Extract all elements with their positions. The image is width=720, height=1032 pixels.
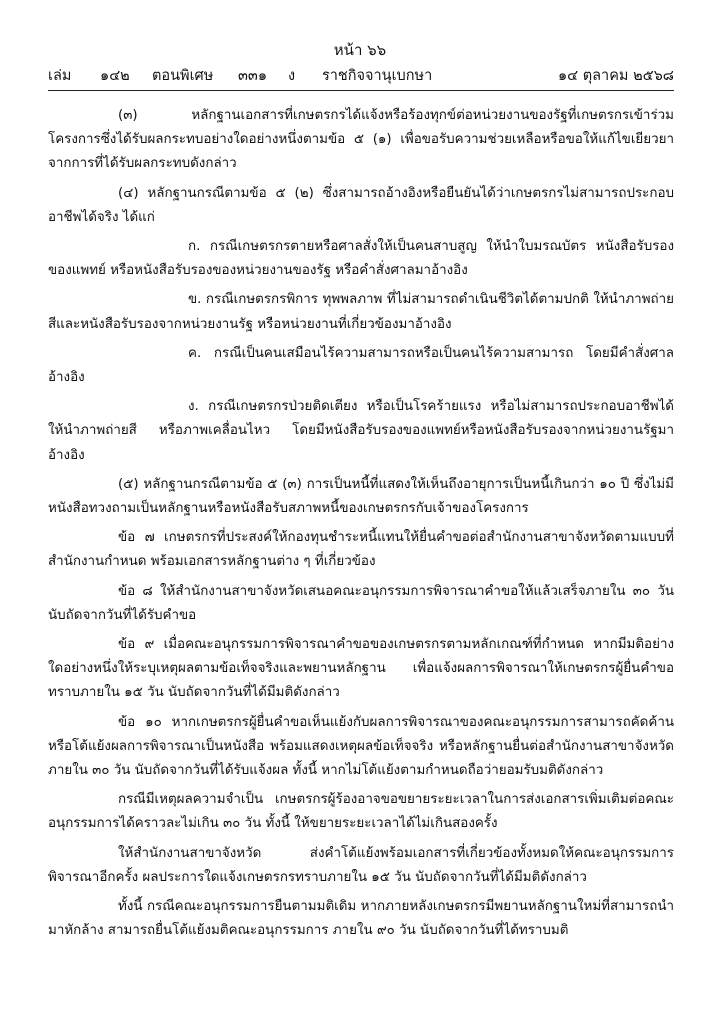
clause-10-appeal: ทั้งนี้ กรณีคณะอนุกรรมการยืนตามมติเดิม หากภายหลังเกษตรกรมีพยานหลักฐานใหม่ที่สามารถนำมาหักล้าง สามารถยื่นโต้แย้งมติคณะอนุกรรมการ ภายใน ๙๐ วัน นับถัดจากวันที่ได้ทราบมติ [48, 899, 674, 939]
paragraph-sub-d: ง. กรณีเกษตรกรป่วยติดเตียง หรือเป็นโรคร้ายแรง หรือไม่สามารถประกอบอาชีพได้ให้นำภาพถ่ายสี หรือภาพเคลื่อนไหว โดยมีหนังสือรับรองของแพทย์หรือหนังสือรับรองจากหน่วยงานรัฐมาอ้างอิง [48, 399, 674, 463]
paragraph-item-4: (๔) หลักฐานกรณีตามข้อ ๕ (๒) ซึ่งสามารถอ้างอิงหรือยืนยันได้ว่าเกษตรกรไม่สามารถประกอบอาชีพได้จริง ได้แก่ [48, 185, 674, 225]
paragraph-sub-c: ค. กรณีเป็นคนเสมือนไร้ความสามารถหรือเป็นคนไร้ความสามารถ โดยมีคำสั่งศาลอ้างอิง [48, 345, 674, 386]
clause-10-extension: กรณีมีเหตุผลความจำเป็น เกษตรกรผู้ร้องอาจขอขยายระยะเวลาในการส่งเอกสารเพิ่มเติมต่อคณะอนุกรรมการได้คราวละไม่เกิน ๓๐ วัน ทั้งนี้ ให้ขยายระยะเวลาได้ไม่เกินสองครั้ง [48, 792, 674, 832]
issue-letter: ง [288, 68, 296, 84]
issue-number: ๓๓๑ [238, 68, 268, 84]
paragraph-sub-b: ข. กรณีเกษตรกรพิการ ทุพพลภาพ ที่ไม่สามารถดำเนินชีวิตได้ตามปกติ ให้นำภาพถ่ายสีและหนังสือรับรองจากหน่วยงานรัฐ หรือหน่วยงานที่เกี่ยวข้องมาอ้างอิง [48, 292, 674, 332]
volume-label: เล่ม [48, 68, 72, 84]
section-label: ตอนพิเศษ [152, 68, 214, 84]
clause-9: ข้อ ๙ เมื่อคณะอนุกรรมการพิจารณาคำขอของเกษตรกรตามหลักเกณฑ์ที่กำหนด หากมีมติอย่างใดอย่างหนึ่งให้ระบุเหตุผลตามข้อเท็จจริงและพยานหลักฐาน เพื่อแจ้งผลการพิจารณาให้เกษตรกรผู้ยื่นคำขอทราบภายใน ๑๕ วัน นับถัดจากวันที่ได้มีมติดังกล่าว [48, 637, 674, 701]
page-number: หน้า ๖๖ [333, 41, 387, 59]
clause-8: ข้อ ๘ ให้สำนักงานสาขาจังหวัดเสนอคณะอนุกรรมการพิจารณาคำขอให้แล้วเสร็จภายใน ๓๐ วัน นับถัดจากวันที่ได้รับคำขอ [48, 583, 674, 623]
gazette-title: ราชกิจจานุเบกษา [322, 68, 433, 84]
clause-7: ข้อ ๗ เกษตรกรที่ประสงค์ให้กองทุนชำระหนี้แทนให้ยื่นคำขอต่อสำนักงานสาขาจังหวัดตามแบบที่สำนักงานกำหนด พร้อมเอกสารหลักฐานต่าง ๆ ที่เกี่ยวข้อง [48, 530, 674, 570]
paragraph-item-5: (๕) หลักฐานกรณีตามข้อ ๕ (๓) การเป็นหนี้ที่แสดงให้เห็นถึงอายุการเป็นหนี้เกินกว่า ๑๐ ปี ซึ่งไม่มีหนังสือทวงถามเป็นหลักฐานหรือหนังสือรับสภาพหนี้ของเกษตรกรกับเจ้าของโครงการ [48, 476, 674, 517]
publication-date: ๑๔ ตุลาคม ๒๕๖๘ [557, 68, 674, 84]
paragraph-item-3: (๓) หลักฐานเอกสารที่เกษตรกรได้แจ้งหรือร้องทุกข์ต่อหน่วยงานของรัฐที่เกษตรกรเข้าร่วมโครงการซึ่งได้รับผลกระทบอย่างใดอย่างหนึ่งตามข้อ ๕ (๑) เพื่อขอรับความช่วยเหลือหรือขอให้แก้ไขเยียวยาจากการที่ได้รับผลกระทบดังกล่าว [48, 108, 674, 172]
clause-10-resubmission: ให้สำนักงานสาขาจังหวัด ส่งคำโต้แย้งพร้อมเอกสารที่เกี่ยวข้องทั้งหมดให้คณะอนุกรรมการพิจารณาอีกครั้ง ผลประการใดแจ้งเกษตรกรทราบภายใน ๑๕ วัน นับถัดจากวันที่ได้มีมติดังกล่าว [48, 845, 674, 885]
clause-10: ข้อ ๑๐ หากเกษตรกรผู้ยื่นคำขอเห็นแย้งกับผลการพิจารณาของคณะอนุกรรมการสามารถคัดค้าน หรือโต้แย้งผลการพิจารณาเป็นหนังสือ พร้อมแสดงเหตุผลข้อเท็จจริง หรือหลักฐานยื่นต่อสำนักงานสาขาจังหวัดภายใน ๓๐ วัน นับถัดจากวันที่ได้รับแจ้งผล ทั้งนี้ หากไม่โต้แย้งตามกำหนดถือว่ายอมรับมติดังกล่าว [48, 714, 674, 779]
document-body [48, 104, 674, 949]
volume-number: ๑๔๒ [100, 68, 130, 84]
paragraph-sub-a: ก. กรณีเกษตรกรตายหรือศาลสั่งให้เป็นคนสาบสูญ ให้นำใบมรณบัตร หนังสือรับรองของแพทย์ หรือหนังสือรับรองของหน่วยงานของรัฐ หรือคำสั่งศาลมาอ้างอิง [48, 239, 674, 279]
gazette-header [48, 64, 674, 91]
